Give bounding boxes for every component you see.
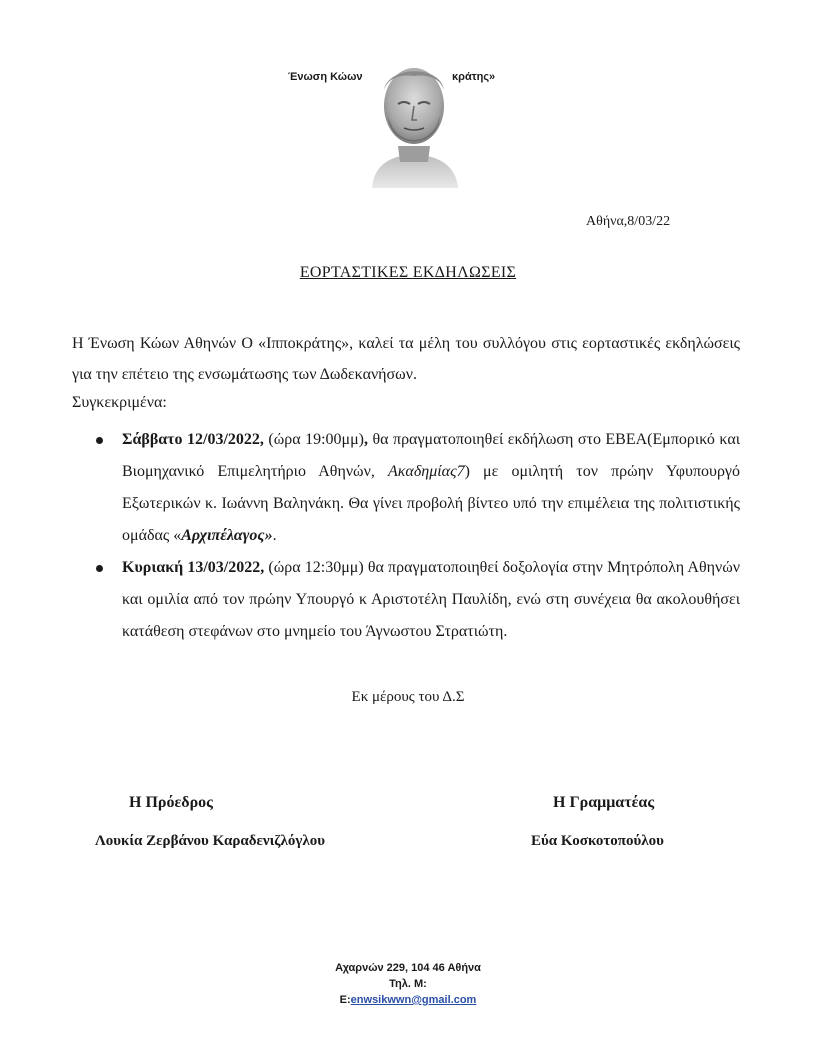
footer-address: Αχαρνών 229, 104 46 Αθήνα <box>335 962 481 974</box>
intro-paragraph: Η Ένωση Κώων Αθηνών Ο «Ιπποκράτης», καλεί τα μέλη του συλλόγου στις εορταστικές εκδηλώσεις για την επέτειο της ενσωμάτωσης των Δωδεκανήσων. <box>72 335 740 383</box>
hippocrates-bust-image <box>362 54 466 188</box>
event-day: Κυριακή 13/03/2022, <box>122 559 265 576</box>
president-role: Η Πρόεδρος <box>129 794 213 811</box>
president-name: Λουκία Ζερβάνου Καραδενιζλόγλου <box>95 833 326 849</box>
secretary-role: Η Γραμματέας <box>553 794 655 811</box>
specifically-label: Συγκεκριμένα: <box>72 394 167 411</box>
footer <box>0 960 816 1008</box>
footer-email-line: E:enwsikwwn@gmail.com <box>339 994 477 1006</box>
event-item-saturday: Σάββατο 12/03/2022, (ώρα 19:00μμ), θα πραγματοποιηθεί εκδήλωση στο ΕΒΕΑ(Εμπορικό και Βιομηχανικό Επιμελητήριο Αθηνών, Ακαδημίας7) με ομιλητή τον πρώην Υφυπουργό Εξωτερικών κ. Ιωάννη Βαληνάκη. Θα γίνει προβολή βίντεο υπό την επιμέλεια της πολιτιστικής ομάδας «Αρχιπέλαγος». <box>96 424 740 552</box>
secretary-name: Εύα Κοσκοτοπούλου <box>531 833 664 849</box>
event-address: Ακαδημίας7 <box>387 463 465 480</box>
header-text-right: κράτης» <box>452 71 496 83</box>
on-behalf-line: Εκ μέρους του Δ.Σ <box>351 689 465 705</box>
cultural-group-name: Αρχιπέλαγος» <box>181 527 273 544</box>
document-title: ΕΟΡΤΑΣΤΙΚΕΣ ΕΚΔΗΛΩΣΕΙΣ <box>299 264 517 281</box>
header-text-left: Ένωση Κώων <box>288 71 363 83</box>
event-day: Σάββατο 12/03/2022, <box>122 431 264 448</box>
footer-phone: Τηλ. Μ: <box>389 978 427 990</box>
event-item-sunday: Κυριακή 13/03/2022, (ώρα 12:30μμ) θα πραγματοποιηθεί δοξολογία στην Μητρόπολη Αθηνών και ομιλία από τον πρώην Υπουργό κ Αριστοτέλη Παυλίδη, ενώ στη συνέχεια θα ακολουθήσει κατάθεση στεφάνων στο μνημείο του Άγνωστου Στρατιώτη. <box>96 552 740 648</box>
email-link[interactable]: enwsikwwn@gmail.com <box>350 994 477 1006</box>
document-date: Αθήνα,8/03/22 <box>586 214 671 229</box>
bullet-icon <box>96 565 103 572</box>
bullet-icon <box>96 437 103 444</box>
events-list <box>96 424 740 648</box>
